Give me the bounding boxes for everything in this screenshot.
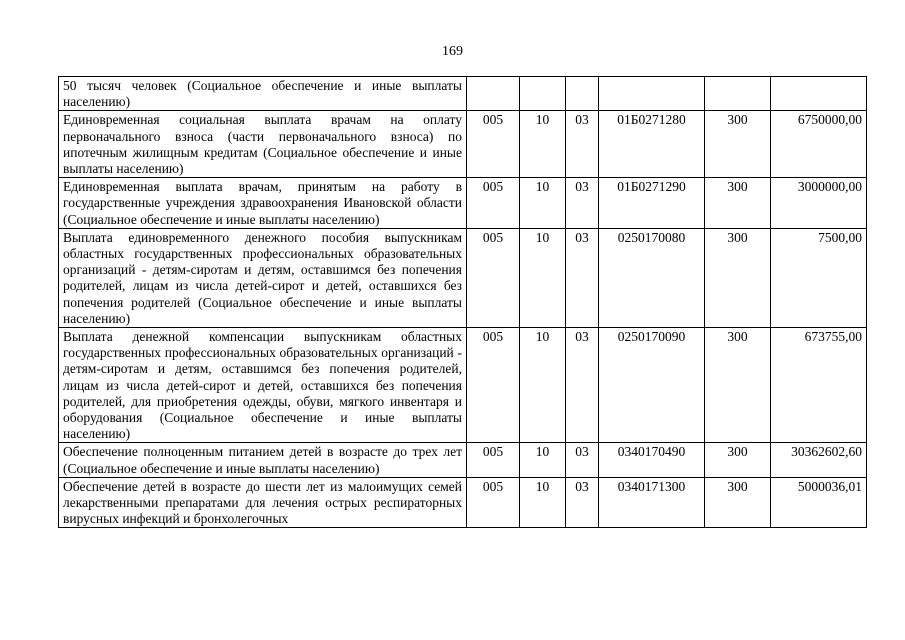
target-code: 0340170490 <box>599 443 705 477</box>
expense-type-code: 300 <box>705 178 771 229</box>
ministry-code: 005 <box>467 328 520 443</box>
amount: 673755,00 <box>771 328 867 443</box>
target-code: 0250170080 <box>599 228 705 327</box>
subsection-code: 03 <box>566 178 599 229</box>
ministry-code: 005 <box>467 228 520 327</box>
amount: 3000000,00 <box>771 178 867 229</box>
amount: 5000036,01 <box>771 477 867 527</box>
amount: 7500,00 <box>771 228 867 327</box>
target-code: 0250170090 <box>599 328 705 443</box>
section-code: 10 <box>520 443 566 477</box>
target-code: 0340171300 <box>599 477 705 527</box>
section-code: 10 <box>520 228 566 327</box>
section-code: 10 <box>520 477 566 527</box>
target-code: 01Б0271290 <box>599 178 705 229</box>
subsection-code: 03 <box>566 477 599 527</box>
ministry-code: 005 <box>467 443 520 477</box>
row-name: Единовременная выплата врачам, принятым на работу в государственные учреждения здравоохранения Ивановской области (Социальное обеспечение и иные выплаты населению) <box>59 178 467 229</box>
subsection-code: 03 <box>566 328 599 443</box>
row-name: Обеспечение полноценным питанием детей в возрасте до трех лет (Социальное обеспечение и иные выплаты населению) <box>59 443 467 477</box>
amount: 6750000,00 <box>771 111 867 178</box>
table-row <box>59 178 867 229</box>
ministry-code: 005 <box>467 477 520 527</box>
table-row <box>59 111 867 178</box>
table-row <box>59 328 867 443</box>
target-code <box>599 77 705 111</box>
subsection-code: 03 <box>566 111 599 178</box>
table-row <box>59 477 867 527</box>
expense-type-code: 300 <box>705 111 771 178</box>
section-code: 10 <box>520 178 566 229</box>
section-code <box>520 77 566 111</box>
expense-type-code: 300 <box>705 477 771 527</box>
expense-type-code: 300 <box>705 443 771 477</box>
page-number: 169 <box>442 44 463 59</box>
row-name: Единовременная социальная выплата врачам на оплату первоначального взноса (части первоначального взноса) по ипотечным жилищным кредитам (Социальное обеспечение и иные выплаты населению) <box>59 111 467 178</box>
ministry-code: 005 <box>467 178 520 229</box>
subsection-code: 03 <box>566 443 599 477</box>
subsection-code <box>566 77 599 111</box>
amount <box>771 77 867 111</box>
ministry-code <box>467 77 520 111</box>
row-name-cell <box>59 477 467 527</box>
row-name: Выплата единовременного денежного пособия выпускникам областных государственных профессиональных образовательных организаций - детям-сиротам и детям, оставшимся без попечения родителей, лицам из числа детей-сирот и детей, оставшихся без попечения родителей (Социальное обеспечение и иные выплаты населению) <box>59 228 467 327</box>
row-name: Выплата денежной компенсации выпускникам областных государственных профессиональных образовательных организаций - детям-сиротам и детям, оставшимся без попечения родителей, лицам из числа детей-сирот и детей, оставшихся без попечения родителей, для приобретения одежды, обуви, мягкого инвентаря и оборудования (Социальное обеспечение и иные выплаты населению) <box>59 328 467 443</box>
expense-type-code: 300 <box>705 328 771 443</box>
section-code: 10 <box>520 111 566 178</box>
row-name: 50 тысяч человек (Социальное обеспечение и иные выплаты населению) <box>59 77 467 111</box>
expense-type-code <box>705 77 771 111</box>
ministry-code: 005 <box>467 111 520 178</box>
target-code: 01Б0271280 <box>599 111 705 178</box>
budget-table <box>58 76 867 528</box>
row-name: Обеспечение детей в возрасте до шести лет из малоимущих семей лекарственными препаратами для лечения острых респираторных вирусных инфекций и бронхолегочных <box>63 478 462 527</box>
table-row <box>59 443 867 477</box>
subsection-code: 03 <box>566 228 599 327</box>
expense-type-code: 300 <box>705 228 771 327</box>
table-row <box>59 77 867 111</box>
amount: 30362602,60 <box>771 443 867 477</box>
section-code: 10 <box>520 328 566 443</box>
table-row <box>59 228 867 327</box>
